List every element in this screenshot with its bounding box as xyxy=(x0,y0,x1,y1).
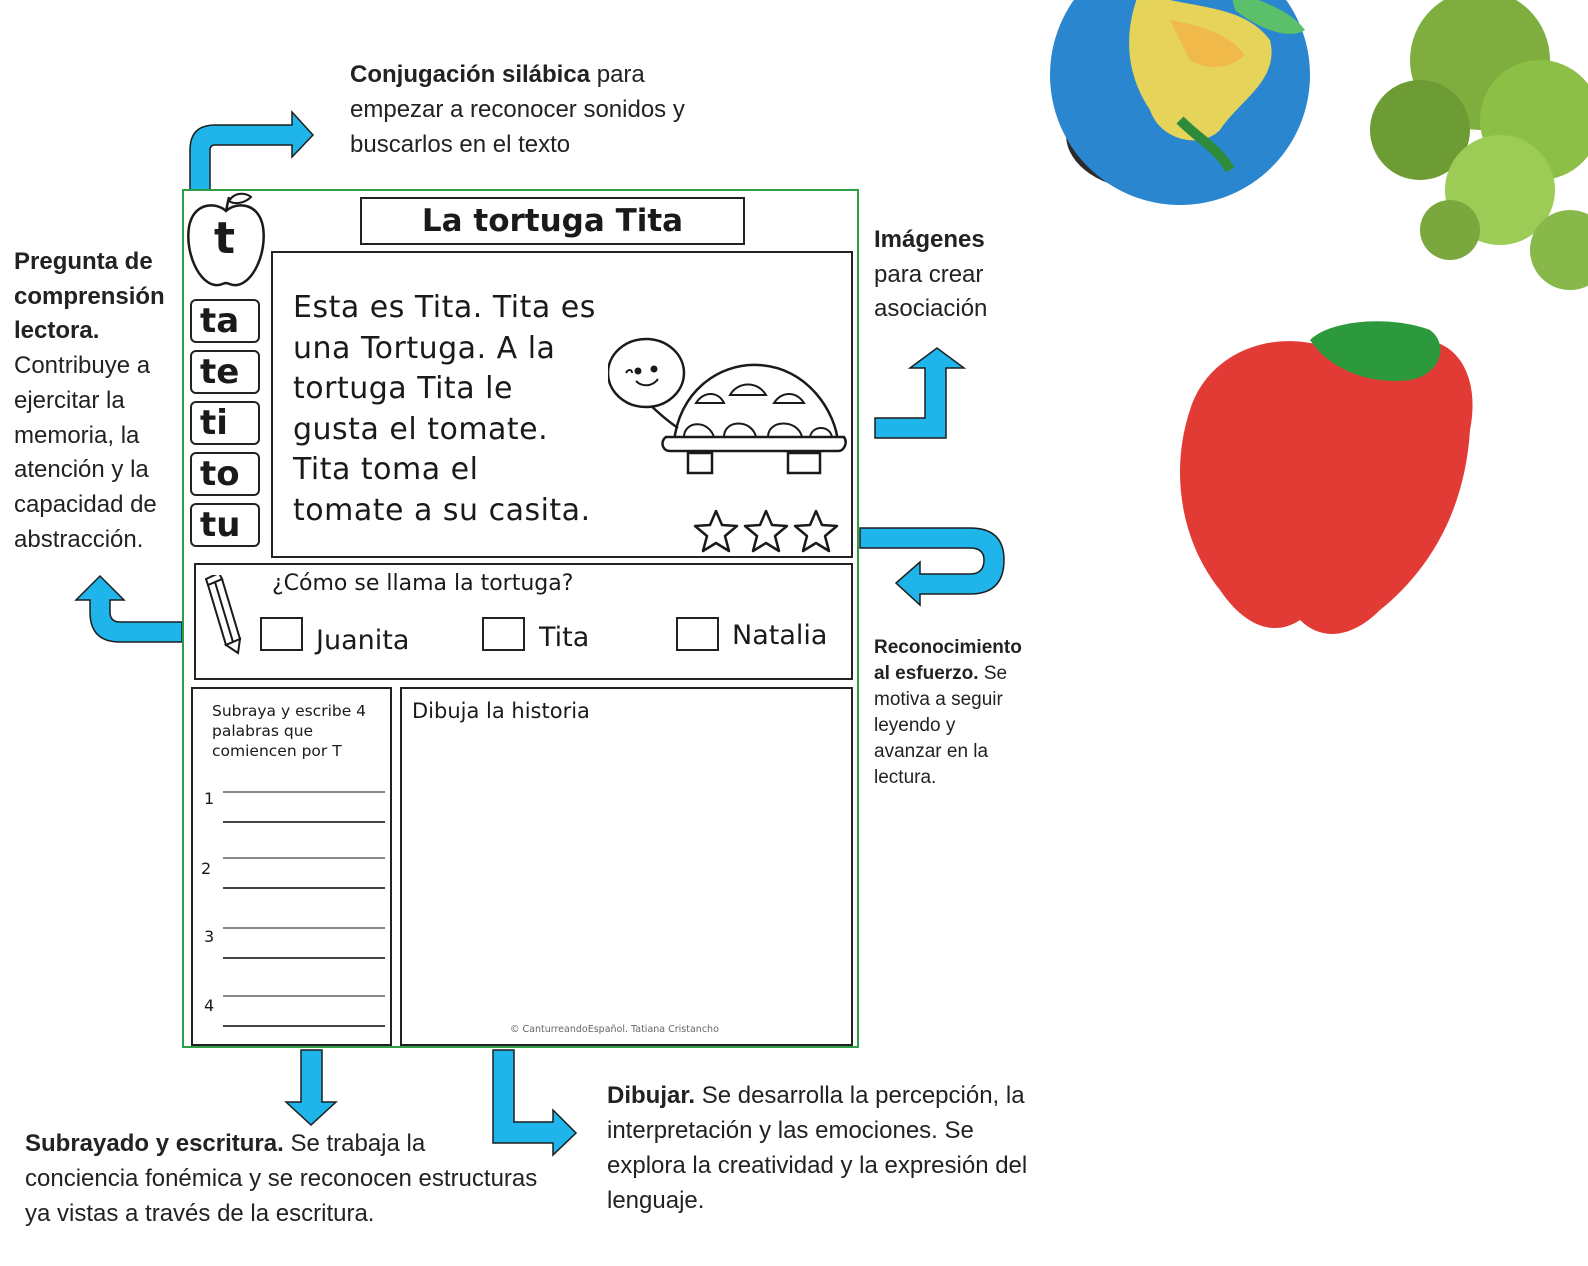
apple-icon xyxy=(1180,321,1473,634)
option-label-juanita: Juanita xyxy=(316,625,410,656)
syllable-ti: ti xyxy=(190,401,260,445)
story-line: Tita toma el xyxy=(293,452,479,487)
writing-line[interactable] xyxy=(223,791,385,793)
worksheet-title: La tortuga Tita xyxy=(421,203,684,239)
line-number: 1 xyxy=(204,789,215,808)
apple-letter: t xyxy=(214,213,236,264)
draw-task-text: Dibuja la historia xyxy=(412,699,590,723)
annotation-comprehension-bold: Pregunta de comprensión lectora. xyxy=(14,248,165,345)
line-number: 3 xyxy=(204,927,215,946)
writing-line[interactable] xyxy=(223,957,385,959)
turtle-icon xyxy=(608,333,848,483)
story-text xyxy=(293,288,653,531)
plant-icon xyxy=(1370,0,1588,290)
annotation-images-bold: Imágenes xyxy=(874,226,985,253)
story-line: una Tortuga. A la xyxy=(293,330,556,366)
story-line: tomate a su casita. xyxy=(293,492,591,528)
question-text: ¿Cómo se llama la tortuga? xyxy=(272,571,574,596)
annotation-syllabic-text: para empezar a reconocer sonidos y buscarlos en el texto xyxy=(350,61,685,158)
decor-photo xyxy=(1030,0,1588,700)
story-line: tortuga Tita le xyxy=(293,371,513,406)
writing-line[interactable] xyxy=(223,857,385,859)
arrow-syllabic xyxy=(190,112,313,190)
worksheet xyxy=(182,189,859,1048)
option-checkbox-juanita[interactable] xyxy=(260,617,303,651)
annotation-comprehension xyxy=(14,245,179,557)
arrow-recognition xyxy=(860,528,1004,605)
option-label-tita: Tita xyxy=(539,622,590,653)
story-line: gusta el tomate. xyxy=(293,411,549,447)
annotation-comprehension-text: Contribuye a ejercitar la memoria, la atención y la capacidad de abstracción. xyxy=(14,352,157,553)
underline-task-text: Subraya y escribe 4 palabras que comiencen por T xyxy=(212,702,367,760)
option-checkbox-natalia[interactable] xyxy=(676,617,719,651)
annotation-recognition-text: Se motiva a seguir leyendo y avanzar en la lectura. xyxy=(874,663,1008,788)
annotation-images xyxy=(874,223,1004,327)
story-line: Esta es Tita. Tita es xyxy=(293,290,596,325)
annotation-underline xyxy=(25,1126,545,1231)
copyright: © CanturreandoEspañol. Tatiana Cristancho xyxy=(510,1024,719,1035)
syllable-tu: tu xyxy=(190,503,260,547)
arrow-underline xyxy=(286,1050,336,1125)
writing-line[interactable] xyxy=(223,1025,385,1027)
annotation-recognition-bold: Reconocimiento al esfuerzo. xyxy=(874,637,1022,684)
annotation-drawing xyxy=(607,1078,1032,1218)
line-number: 2 xyxy=(201,859,212,878)
arrow-comprehension xyxy=(76,576,182,642)
writing-line[interactable] xyxy=(223,995,385,997)
annotation-syllabic-bold: Conjugación silábica xyxy=(350,61,591,88)
writing-line[interactable] xyxy=(223,821,385,823)
draw-box[interactable] xyxy=(400,687,853,1046)
option-checkbox-tita[interactable] xyxy=(482,617,525,651)
worksheet-title-box xyxy=(360,197,745,245)
pencil-icon xyxy=(204,575,244,655)
writing-line[interactable] xyxy=(223,887,385,889)
story-box xyxy=(271,251,853,558)
annotation-underline-text: Se trabaja la conciencia fonémica y se reconocen estructuras ya vistas a través de la escritura. xyxy=(25,1130,538,1227)
annotation-underline-bold: Subrayado y escritura. xyxy=(25,1130,284,1157)
syllable-to: to xyxy=(190,452,260,496)
underline-task-box xyxy=(191,687,392,1046)
option-label-natalia: Natalia xyxy=(732,620,828,651)
line-number: 4 xyxy=(204,996,215,1015)
annotation-recognition xyxy=(874,635,1024,791)
syllable-te: te xyxy=(190,350,260,394)
syllable-ta: ta xyxy=(190,299,260,343)
writing-line[interactable] xyxy=(223,927,385,929)
arrow-images xyxy=(875,348,964,438)
annotation-images-text: para crear asociación xyxy=(874,260,988,323)
annotation-drawing-text: Se desarrolla la percepción, la interpretación y las emociones. Se explora la creatividad y la expresión del lenguaje. xyxy=(607,1082,1028,1214)
annotation-syllabic xyxy=(350,57,730,162)
question-box xyxy=(194,563,853,680)
annotation-drawing-bold: Dibujar. xyxy=(607,1082,696,1109)
stars-rating-icon xyxy=(693,508,843,554)
